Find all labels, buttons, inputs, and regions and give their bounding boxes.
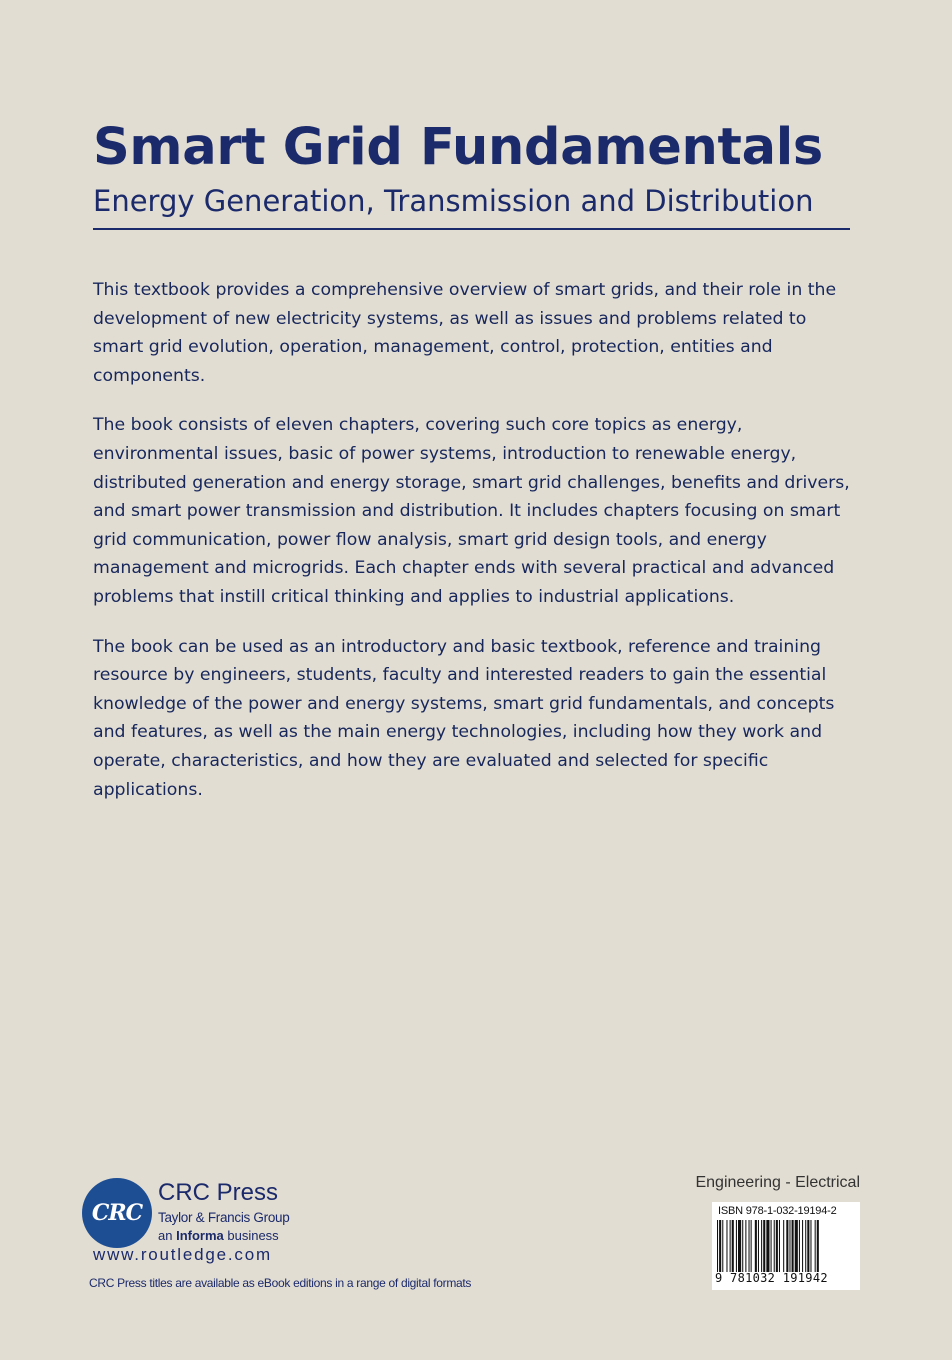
barcode-bar (815, 1220, 816, 1272)
barcode-bar (758, 1220, 759, 1272)
book-title: Smart Grid Fundamentals (93, 118, 823, 177)
barcode-bar (807, 1220, 809, 1272)
tagline-prefix: an (158, 1228, 177, 1243)
description-paragraph-3: The book can be used as an introductory and basic textbook, reference and training resource by engineers, students, faculty and interested readers to gain the essential knowledge of the power and energy systems, smart grid fundamentals, and concepts and features, as well as the main energy technologies, including how they work and operate, characteristics, and how they are evaluated and selected for specific applications. (93, 636, 835, 800)
barcode-bar (726, 1220, 727, 1272)
barcode-bar (730, 1220, 731, 1272)
barcode-bar (805, 1220, 806, 1272)
barcode-bar (766, 1220, 769, 1272)
barcode-digits: 9 781032 191942 (715, 1271, 828, 1285)
barcode-bar (761, 1220, 762, 1272)
barcode-bar (774, 1220, 775, 1272)
barcode-bar (799, 1220, 800, 1272)
barcode-bar (749, 1220, 750, 1272)
barcode-bar (795, 1220, 798, 1272)
barcode-bar (802, 1220, 803, 1272)
barcode-bar (736, 1220, 737, 1272)
isbn-barcode (712, 1202, 860, 1290)
barcode-bar (810, 1220, 811, 1272)
barcode-bar (732, 1220, 734, 1272)
barcode-bar (783, 1220, 784, 1272)
isbn-label: ISBN 978-1-032-19194-2 (718, 1205, 837, 1217)
barcode-bar (722, 1220, 723, 1272)
description-paragraph-2: The book consists of eleven chapters, covering such core topics as energy, environmental issues, basic of power systems, introduction to renewable energy, distributed generation and energy storage, smart grid challenges, benefits and drivers, and smart power transmission and distribution. It includes chapters focusing on smart grid communication, power flow analysis, smart grid design tools, and energy management and microgrids. Each chapter ends with several practical and advanced problems that instill critical thinking and applies to industrial applications. (93, 415, 850, 607)
publisher-name: CRC Press (158, 1179, 279, 1206)
crc-logo-icon: CRC (82, 1178, 152, 1248)
tagline-bold: Informa (176, 1228, 224, 1243)
title-divider (93, 228, 850, 230)
barcode-bar (717, 1220, 718, 1272)
barcode-bar (719, 1220, 721, 1272)
barcode-bars-icon (716, 1220, 856, 1272)
book-subtitle: Energy Generation, Transmission and Distribution (93, 184, 814, 218)
barcode-bar (771, 1220, 772, 1272)
barcode-bar (776, 1220, 778, 1272)
barcode-bar (792, 1220, 794, 1272)
barcode-bar (786, 1220, 788, 1272)
book-description (93, 276, 858, 825)
barcode-bar (755, 1220, 757, 1272)
barcode-bar (779, 1220, 780, 1272)
barcode-bar (738, 1220, 741, 1272)
barcode-bar (751, 1220, 752, 1272)
publisher-tagline (158, 1227, 279, 1245)
publisher-website-link[interactable]: www.routledge.com (93, 1245, 272, 1264)
description-paragraph-1: This textbook provides a comprehensive overview of smart grids, and their role in the development of new electricity systems, as well as issues and problems related to smart grid evolution, operation, management, control, protection, entities and components. (93, 280, 837, 386)
barcode-bar (745, 1220, 746, 1272)
tagline-suffix: business (223, 1228, 279, 1243)
ebook-note: CRC Press titles are available as eBook editions in a range of digital formats (89, 1276, 472, 1290)
barcode-bar (763, 1220, 765, 1272)
barcode-bar (817, 1220, 819, 1272)
barcode-bar (742, 1220, 743, 1272)
publisher-group: Taylor & Francis Group (158, 1210, 290, 1225)
barcode-bar (789, 1220, 790, 1272)
subject-category: Engineering - Electrical (695, 1174, 860, 1191)
